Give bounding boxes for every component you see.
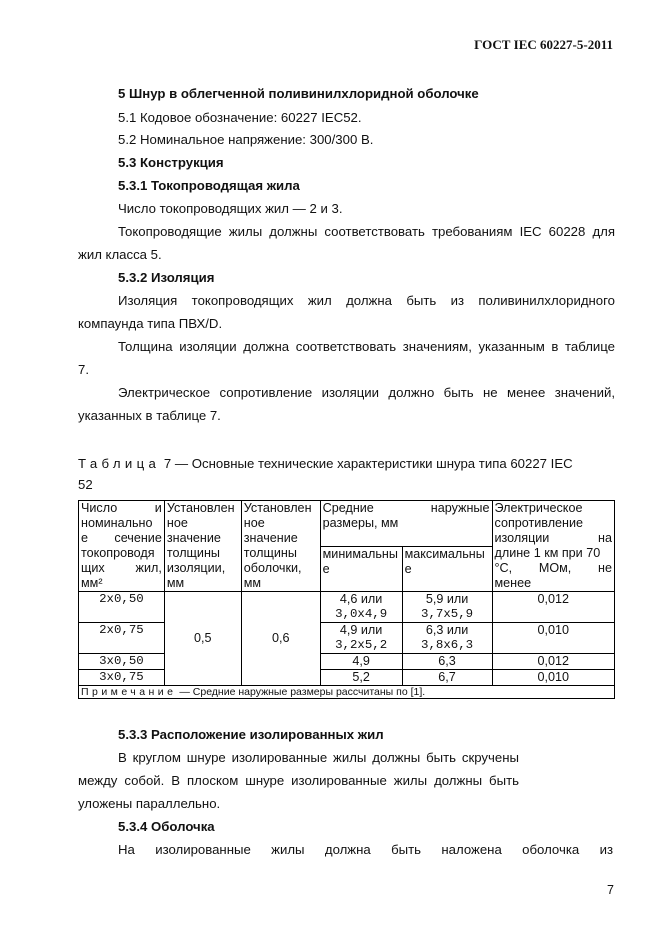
cell-min: 4,9 [320, 654, 402, 670]
header-insulation-resistance [492, 501, 615, 592]
header-text: оболочки, [243, 561, 302, 575]
section-5-3-3-title: 5.3.3 Расположение изолированных жил [118, 727, 384, 742]
cell-max: 6,3 [402, 654, 492, 670]
cell-insulation-thickness: 0,5 [164, 592, 241, 686]
table-7-caption-text-line2: 52 [78, 477, 93, 492]
cell-max: 6,7 [402, 670, 492, 686]
header-text: Установлен [243, 501, 312, 515]
header-text: максимальны [404, 546, 485, 561]
header-min [320, 546, 402, 592]
table-row [79, 592, 615, 623]
header-insulation-thickness [164, 501, 241, 592]
cell-text: 3,7x5,9 [421, 607, 474, 621]
section-5-3-1-title: 5.3.1 Токопроводящая жила [118, 178, 300, 193]
para-thickness-line1: Толщина изоляции должна соответствовать значениям, указанным в таблице [118, 339, 615, 354]
cell-section: 2x0,75 [79, 623, 165, 654]
header-text: Средние наружные [322, 501, 490, 515]
table-note-row [79, 686, 615, 699]
header-text: изоляции на [494, 531, 612, 545]
section-5-3-2-title: 5.3.2 Изоляция [118, 270, 215, 285]
para-sheath-line1: На изолированные жилы должна быть наложена оболочка из [118, 842, 613, 857]
para-arrangement-line1: В круглом шнуре изолированные жилы должны быть скручены [118, 750, 519, 765]
header-text: минимальны [322, 546, 398, 561]
header-text: размеры, мм [322, 516, 399, 530]
header-text: мм² [81, 576, 103, 590]
table-7-caption-text: 7 — Основные технические характеристики шнура типа 60227 IEC [163, 456, 573, 471]
header-text: щих жил, [81, 561, 162, 575]
table-7 [78, 500, 615, 699]
header-text: токопроводя [81, 546, 155, 560]
header-text: номинально [81, 516, 153, 530]
section-5-3-4-title: 5.3.4 Оболочка [118, 819, 215, 834]
header-outer-dimensions [320, 501, 492, 547]
cell-section: 2x0,50 [79, 592, 165, 623]
cell-resistance: 0,012 [492, 654, 615, 670]
cell-max [402, 592, 492, 623]
section-5-title: 5 Шнур в облегченной поливинилхлоридной оболочке [118, 86, 479, 101]
table-7-caption-label: Таблица [78, 456, 161, 471]
header-text: Число и [81, 501, 162, 515]
header-text: менее [494, 576, 532, 590]
header-text: Электрическое [494, 501, 583, 515]
header-text: значение [166, 531, 221, 545]
para-insulation-line2: компаунда типа ПВХ/D. [78, 316, 223, 331]
header-text: °С, МОм, не [494, 561, 612, 575]
table-note-text: — Средние наружные размеры рассчитаны по [1]. [176, 686, 426, 698]
header-sheath-thickness [241, 501, 320, 592]
cell-text: 6,3 или [425, 623, 469, 637]
cell-section: 3x0,50 [79, 654, 165, 670]
para-5-2: 5.2 Номинальное напряжение: 300/300 В. [118, 132, 374, 147]
page-number: 7 [607, 883, 614, 897]
table-7-caption [78, 453, 615, 495]
para-resistance-line1: Электрическое сопротивление изоляции должно быть не менее значений, [118, 385, 615, 400]
cell-sheath-thickness: 0,6 [241, 592, 320, 686]
table-note-label: Примечание [81, 686, 177, 698]
cell-min [320, 592, 402, 623]
header-text: длине 1 км при 70 [494, 546, 601, 560]
cell-section: 3x0,75 [79, 670, 165, 686]
section-5-3-title: 5.3 Конструкция [118, 155, 224, 170]
para-core-requirement-line2: жил класса 5. [78, 247, 162, 262]
table-row [79, 670, 615, 686]
header-cross-section [79, 501, 165, 592]
cell-text: 4,6 или [339, 592, 383, 606]
header-text: толщины [166, 546, 220, 560]
cell-min: 5,2 [320, 670, 402, 686]
para-core-requirement-line1: Токопроводящие жилы должны соответствовать требованиям IEC 60228 для [118, 224, 615, 239]
cell-max [402, 623, 492, 654]
table-header-row [79, 501, 615, 547]
cell-text: 3,8x6,3 [421, 638, 474, 652]
cell-text: 3,2x5,2 [335, 638, 388, 652]
header-text: толщины [243, 546, 297, 560]
header-text: изоляции, [166, 561, 226, 575]
table-row [79, 654, 615, 670]
para-insulation-line1: Изоляция токопроводящих жил должна быть из поливинилхлоридного [118, 293, 615, 308]
header-text: Установлен [166, 501, 235, 515]
para-core-count: Число токопроводящих жил — 2 и 3. [118, 201, 343, 216]
header-text: ное [166, 516, 188, 530]
header-text: мм [166, 576, 185, 590]
para-arrangement-line3: уложены параллельно. [78, 796, 221, 811]
cell-min [320, 623, 402, 654]
para-thickness-line2: 7. [78, 362, 89, 377]
document-header: ГОСТ IEC 60227-5-2011 [474, 37, 613, 52]
cell-resistance: 0,012 [492, 592, 615, 623]
header-text: е сечение [81, 531, 162, 545]
para-5-1: 5.1 Кодовое обозначение: 60227 IEC52. [118, 110, 362, 125]
header-max [402, 546, 492, 592]
header-text: сопротивление [494, 516, 584, 530]
header-text: значение [243, 531, 298, 545]
cell-resistance: 0,010 [492, 670, 615, 686]
para-arrangement-line2: между собой. В плоском шнуре изолированные жилы должны быть [78, 773, 519, 788]
table-row [79, 623, 615, 654]
header-text: мм [243, 576, 262, 590]
cell-text: 4,9 или [339, 623, 383, 637]
para-resistance-line2: указанных в таблице 7. [78, 408, 221, 423]
cell-resistance: 0,010 [492, 623, 615, 654]
cell-text: 3,0x4,9 [335, 607, 388, 621]
cell-text: 5,9 или [425, 592, 469, 606]
header-text: е [322, 561, 330, 576]
header-text: е [404, 561, 412, 576]
header-text: ное [243, 516, 265, 530]
table-note [79, 686, 615, 699]
